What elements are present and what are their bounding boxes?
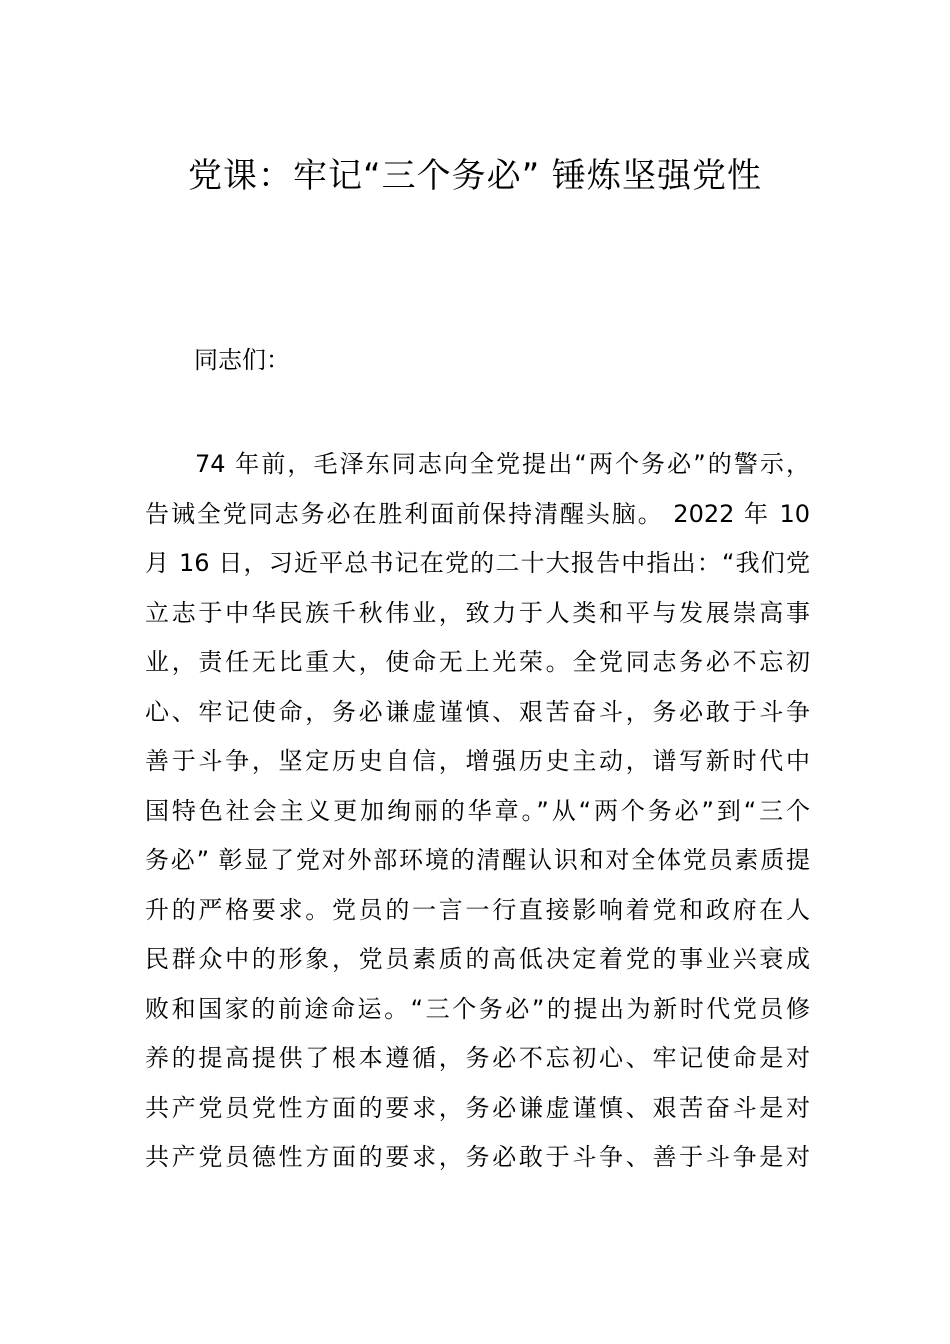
paragraph-line: 告诫全党同志务必在胜利面前保持清醒头脑。 2022 年 10: [145, 499, 810, 528]
salutation: 同志们：: [194, 346, 290, 374]
paragraph-line: 业，责任无比重大，使命无上光荣。全党同志务必不忘初: [145, 648, 810, 676]
paragraph-line: 民群众中的形象，党员素质的高低决定着党的事业兴衰成: [145, 945, 810, 973]
paragraph-line: 月 16 日，习近平总书记在党的二十大报告中指出：“我们党: [145, 549, 810, 577]
document-title: 党课：牢记“三个务必” 锤炼坚强党性: [187, 156, 763, 196]
paragraph-line: 心、牢记使命，务必谦虚谨慎、艰苦奋斗，务必敢于斗争: [145, 697, 810, 726]
paragraph-line: 养的提高提供了根本遵循，务必不忘初心、牢记使命是对: [145, 1044, 810, 1072]
paragraph-line: 共产党员党性方面的要求，务必谦虚谨慎、艰苦奋斗是对: [145, 1093, 810, 1122]
paragraph-line: 国特色社会主义更加绚丽的华章。”从“两个务必”到“三个: [145, 796, 810, 825]
paragraph-line: 升的严格要求。党员的一言一行直接影响着党和政府在人: [145, 895, 810, 924]
paragraph-line: 务必” 彰显了党对外部环境的清醒认识和对全体党员素质提: [145, 846, 810, 874]
paragraph-line: 败和国家的前途命运。“三个务必”的提出为新时代党员修: [145, 994, 810, 1023]
paragraph-line: 立志于中华民族千秋伟业，致力于人类和平与发展崇高事: [145, 598, 810, 627]
paragraph-line: 善于斗争，坚定历史自信，增强历史主动，谱写新时代中: [145, 747, 810, 775]
paragraph-line: 74 年前，毛泽东同志向全党提出“两个务必”的警示，: [195, 450, 810, 478]
paragraph-line: 共产党员德性方面的要求，务必敢于斗争、善于斗争是对: [145, 1143, 810, 1171]
body-paragraph: [145, 440, 810, 1183]
